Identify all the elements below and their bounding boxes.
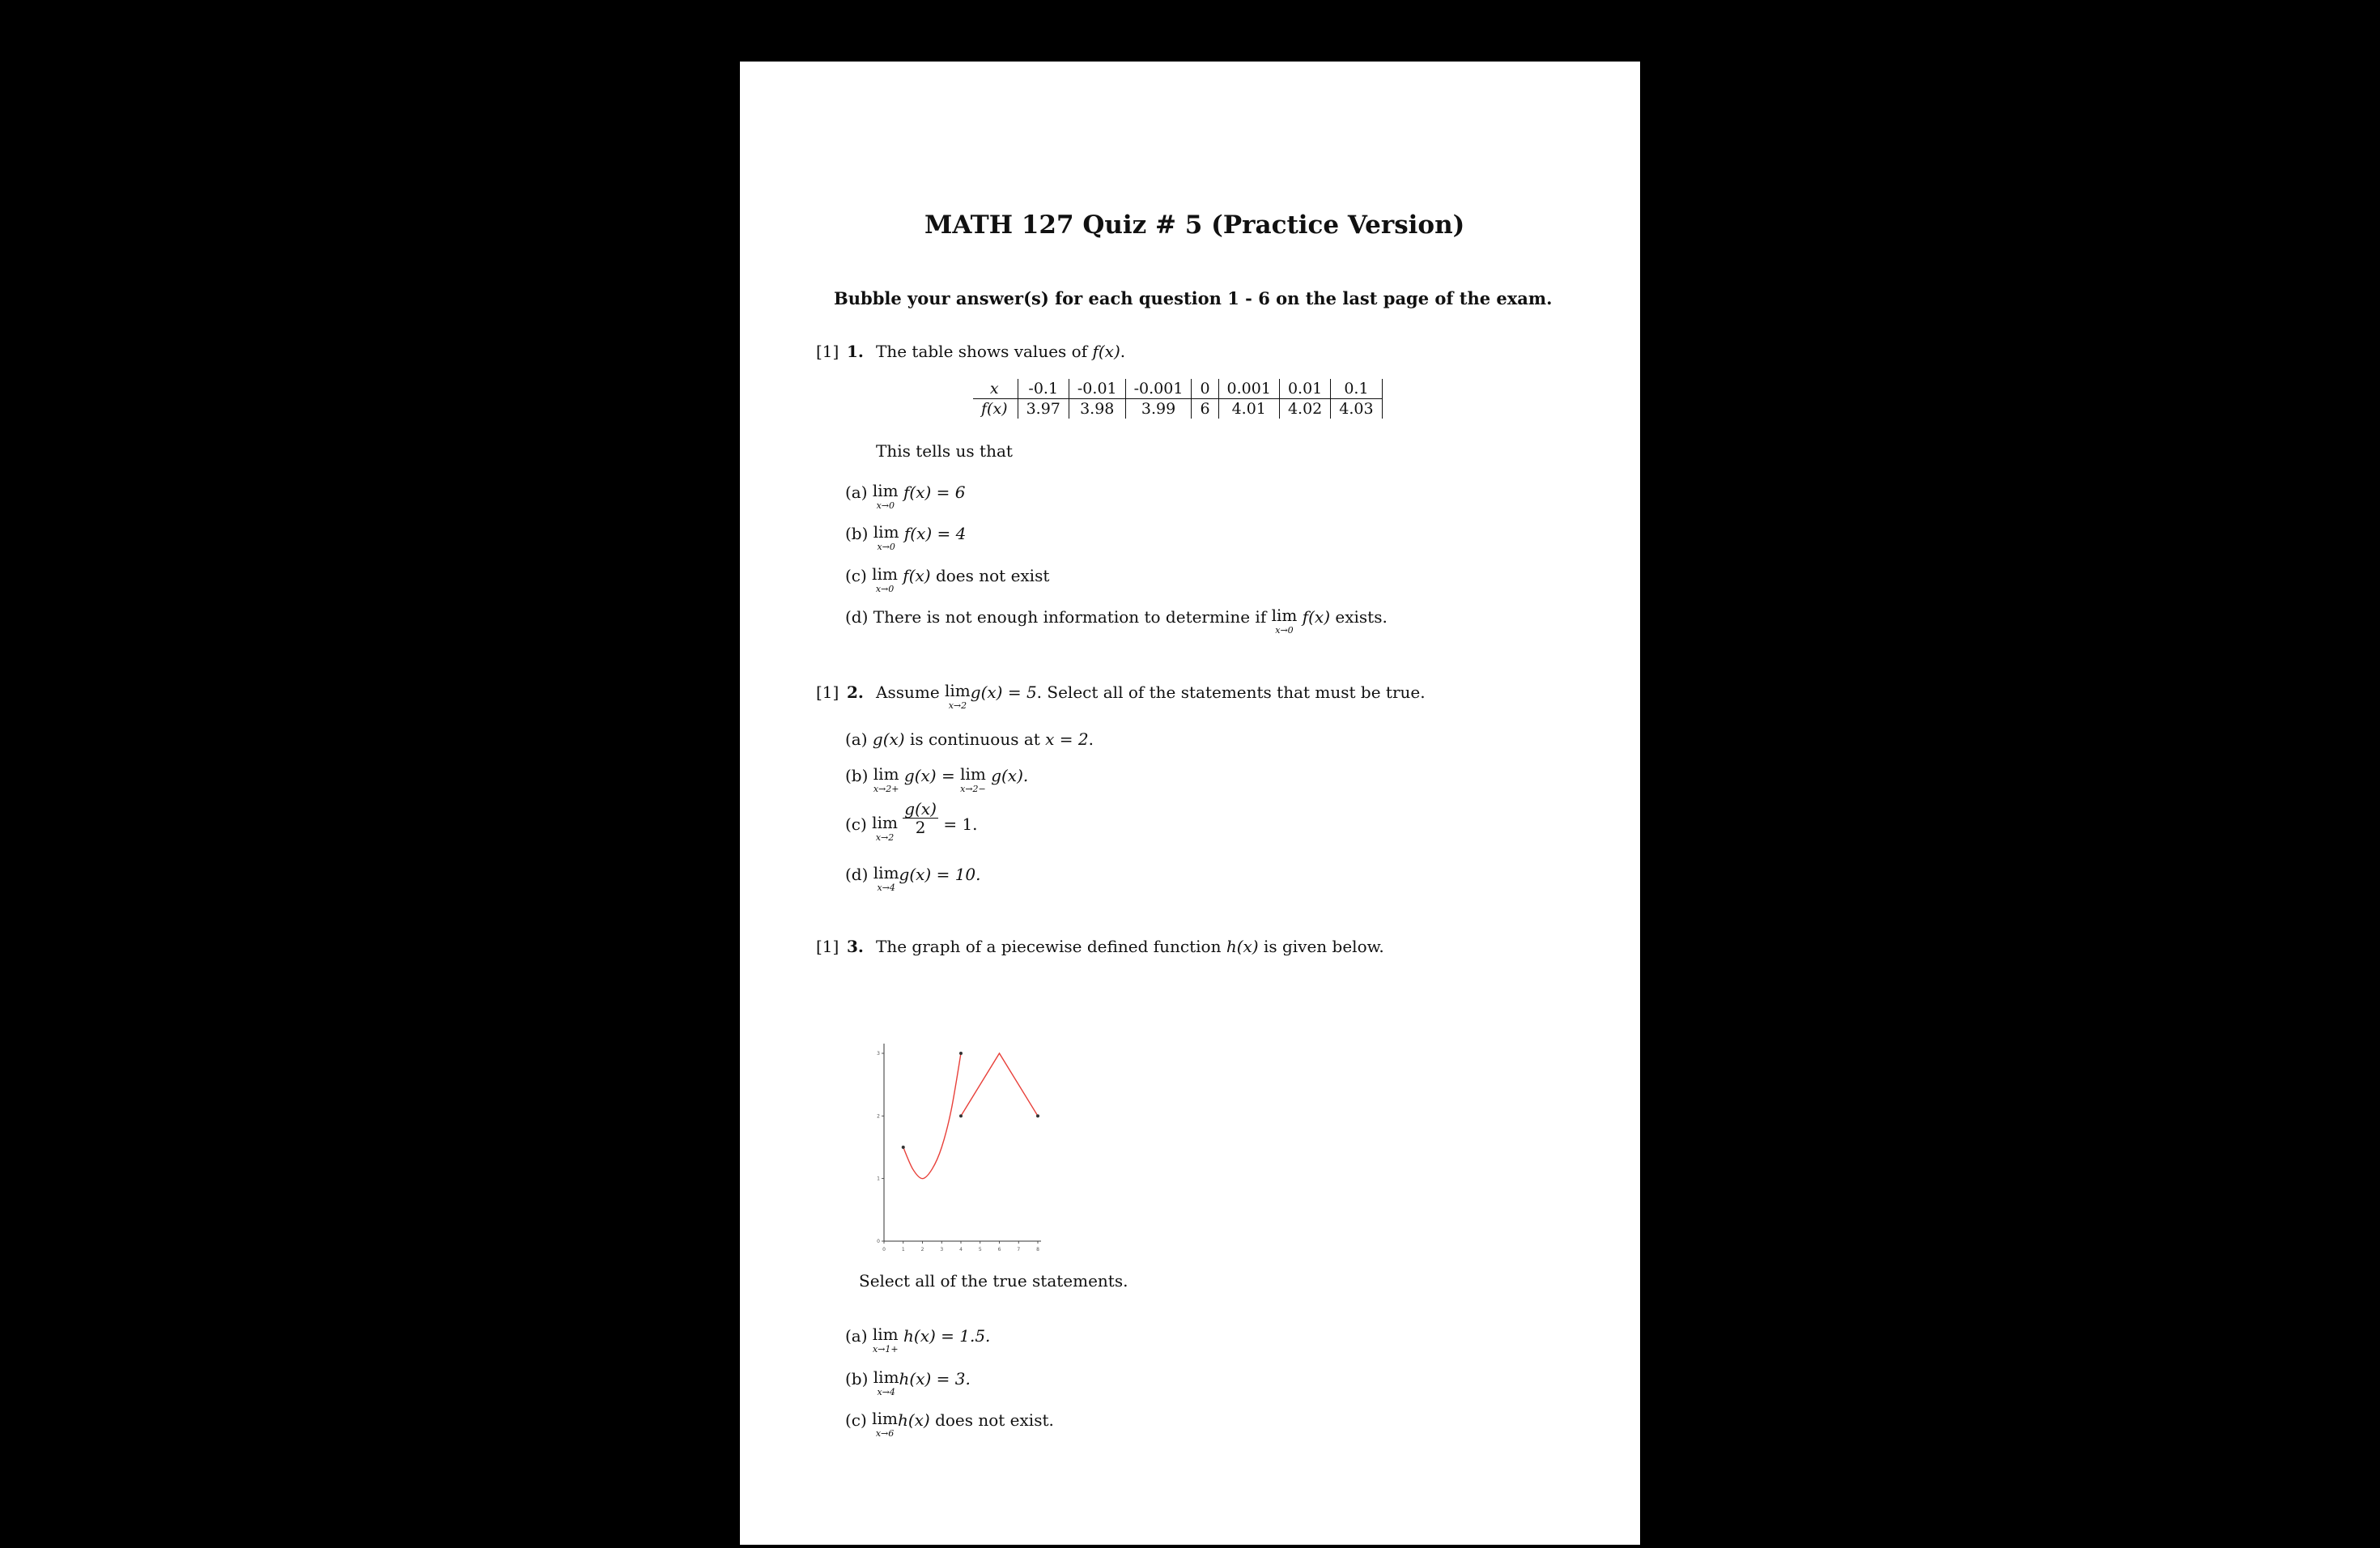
q2-number: 2.: [847, 683, 864, 702]
table-label-fx: f(x): [981, 400, 1008, 418]
option-expr: h(x): [897, 1410, 930, 1430]
option-text: There is not enough information to determine if: [873, 607, 1267, 627]
y-tick-label: 0: [877, 1239, 880, 1244]
option-text: does not exist.: [935, 1410, 1054, 1430]
series-line-1: [903, 1053, 961, 1179]
q2-stem-end: . Select all of the statements that must be true.: [1036, 683, 1426, 702]
table-cell: 0.01: [1279, 379, 1330, 399]
table-cell: 4.01: [1218, 399, 1279, 419]
q1-stem-end: .: [1120, 342, 1126, 361]
limit: lim x→0: [872, 564, 898, 594]
option-expr: g(x).: [991, 766, 1029, 785]
limit: lim x→1+: [872, 1325, 899, 1354]
option-expr: h(x) = 3.: [899, 1369, 971, 1389]
limit: lim x→0: [873, 522, 899, 552]
q2-stem: [876, 683, 1426, 710]
table-cell: 4.03: [1331, 399, 1382, 419]
table-cell: 3.99: [1125, 399, 1192, 419]
x-tick-label: 7: [1017, 1247, 1021, 1252]
q3-option-c[interactable]: [845, 1410, 1054, 1438]
q2-option-d[interactable]: [845, 865, 981, 892]
table-cell: -0.01: [1069, 379, 1125, 399]
table-cell: 0.001: [1218, 379, 1279, 399]
limit: lim x→2+: [873, 764, 899, 794]
q1-stem-text: The table shows values of: [876, 342, 1093, 361]
q2-points: [1]: [816, 683, 839, 702]
piecewise-graph: [869, 980, 1048, 1256]
option-label: (d): [845, 865, 869, 884]
q2-option-a[interactable]: (a) g(x) is continuous at x = 2.: [845, 729, 1094, 749]
q3-points: [1]: [816, 937, 839, 956]
y-tick-label: 2: [877, 1113, 880, 1120]
table-label-x: x: [973, 379, 1018, 399]
table-cell: 4.02: [1279, 399, 1330, 419]
table-cell: 6: [1192, 399, 1218, 419]
q1-option-c[interactable]: [845, 566, 1049, 593]
q1-stem: [876, 342, 1125, 361]
q3-stem-text: The graph of a piecewise defined function: [876, 937, 1222, 956]
option-label: (b): [845, 766, 869, 785]
q3-stem-end: is given below.: [1263, 937, 1384, 956]
q1-stem-fx: f(x): [1092, 342, 1120, 361]
series-line-2: [961, 1053, 1038, 1116]
graph-axes: [884, 1044, 1041, 1241]
option-label: (c): [845, 1410, 867, 1430]
exam-page: [740, 62, 1640, 1545]
endpoint-dot: [959, 1052, 963, 1055]
q3-stem-expr: h(x): [1226, 937, 1259, 956]
option-expr: x = 2: [1045, 729, 1089, 749]
endpoint-dot: [902, 1146, 905, 1149]
option-label: (d): [845, 607, 869, 627]
q1-option-d[interactable]: [845, 607, 1388, 635]
option-expr: f(x): [903, 566, 931, 585]
graph-ticks: [877, 1051, 1039, 1252]
limit: lim x→4: [873, 1367, 899, 1397]
x-tick-label: 4: [959, 1247, 963, 1252]
option-label: (a): [845, 729, 868, 749]
limit: lim x→0: [1271, 606, 1298, 636]
option-text: = 1.: [943, 814, 978, 834]
option-expr: h(x) = 1.5.: [903, 1326, 991, 1346]
graph-curves: [903, 1053, 1038, 1179]
page-title: MATH 127 Quiz # 5 (Practice Version): [924, 211, 1465, 240]
x-tick-label: 3: [940, 1247, 944, 1252]
limit: lim x→2: [872, 813, 898, 843]
option-expr: g(x) =: [903, 766, 955, 785]
q3-number: 3.: [847, 937, 864, 956]
option-expr: g(x) = 10.: [899, 865, 981, 884]
y-tick-label: 1: [877, 1176, 880, 1182]
option-label: (a): [845, 483, 868, 502]
q2-stem-expr: g(x) = 5: [970, 683, 1037, 702]
table-cell: 3.97: [1018, 399, 1069, 419]
limit: lim x→4: [873, 863, 899, 893]
option-label: (c): [845, 814, 867, 834]
y-tick-label: 3: [877, 1051, 880, 1057]
q1-number: 1.: [847, 342, 864, 361]
option-expr: f(x) = 4: [903, 524, 967, 543]
q3-option-a[interactable]: [845, 1326, 990, 1354]
table-cell: 0: [1192, 379, 1218, 399]
table-row-x: [973, 379, 1382, 399]
x-tick-label: 0: [882, 1247, 886, 1252]
limit: lim x→6: [872, 1409, 898, 1439]
option-text: is continuous at: [909, 729, 1040, 749]
q3-lead: Select all of the true statements.: [859, 1271, 1128, 1291]
option-expr: g(x): [872, 729, 905, 749]
q2-stem-text: Assume: [876, 683, 940, 702]
x-tick-label: 6: [997, 1247, 1001, 1252]
q3-stem: [876, 937, 1384, 956]
option-label: (b): [845, 524, 869, 543]
x-tick-label: 1: [901, 1247, 905, 1252]
q1-lead: This tells us that: [876, 441, 1013, 461]
limit: lim x→2−: [960, 764, 986, 794]
q2-option-c[interactable]: [845, 799, 978, 843]
limit: lim x→0: [872, 481, 899, 511]
table-cell: 0.1: [1331, 379, 1382, 399]
x-tick-label: 5: [978, 1247, 982, 1252]
limit: lim x→2: [945, 681, 971, 711]
option-expr: f(x): [1302, 607, 1331, 627]
q3-option-b[interactable]: [845, 1369, 971, 1397]
endpoint-dot: [959, 1114, 963, 1117]
option-label: (b): [845, 1369, 869, 1389]
q1-points: [1]: [816, 342, 839, 361]
option-label: (a): [845, 1326, 868, 1346]
q1-option-b[interactable]: [845, 524, 966, 551]
q1-value-table: [973, 379, 1383, 419]
table-row-fx: [973, 399, 1382, 419]
option-text: does not exist: [935, 566, 1050, 585]
x-tick-label: 2: [920, 1247, 924, 1252]
q1-option-a[interactable]: [845, 483, 966, 510]
instructions: Bubble your answer(s) for each question 1 - 6 on the last page of the exam.: [834, 288, 1553, 308]
x-tick-label: 8: [1036, 1247, 1039, 1252]
option-label: (c): [845, 566, 867, 585]
table-cell: -0.001: [1125, 379, 1192, 399]
option-text: exists.: [1335, 607, 1388, 627]
table-cell: 3.98: [1069, 399, 1125, 419]
table-cell: -0.1: [1018, 379, 1069, 399]
q2-option-b[interactable]: [845, 766, 1028, 793]
endpoint-dot: [1036, 1114, 1039, 1117]
fraction: $\frac{g(x)}{2}$: [904, 799, 937, 837]
option-expr: f(x) = 6: [903, 483, 966, 502]
